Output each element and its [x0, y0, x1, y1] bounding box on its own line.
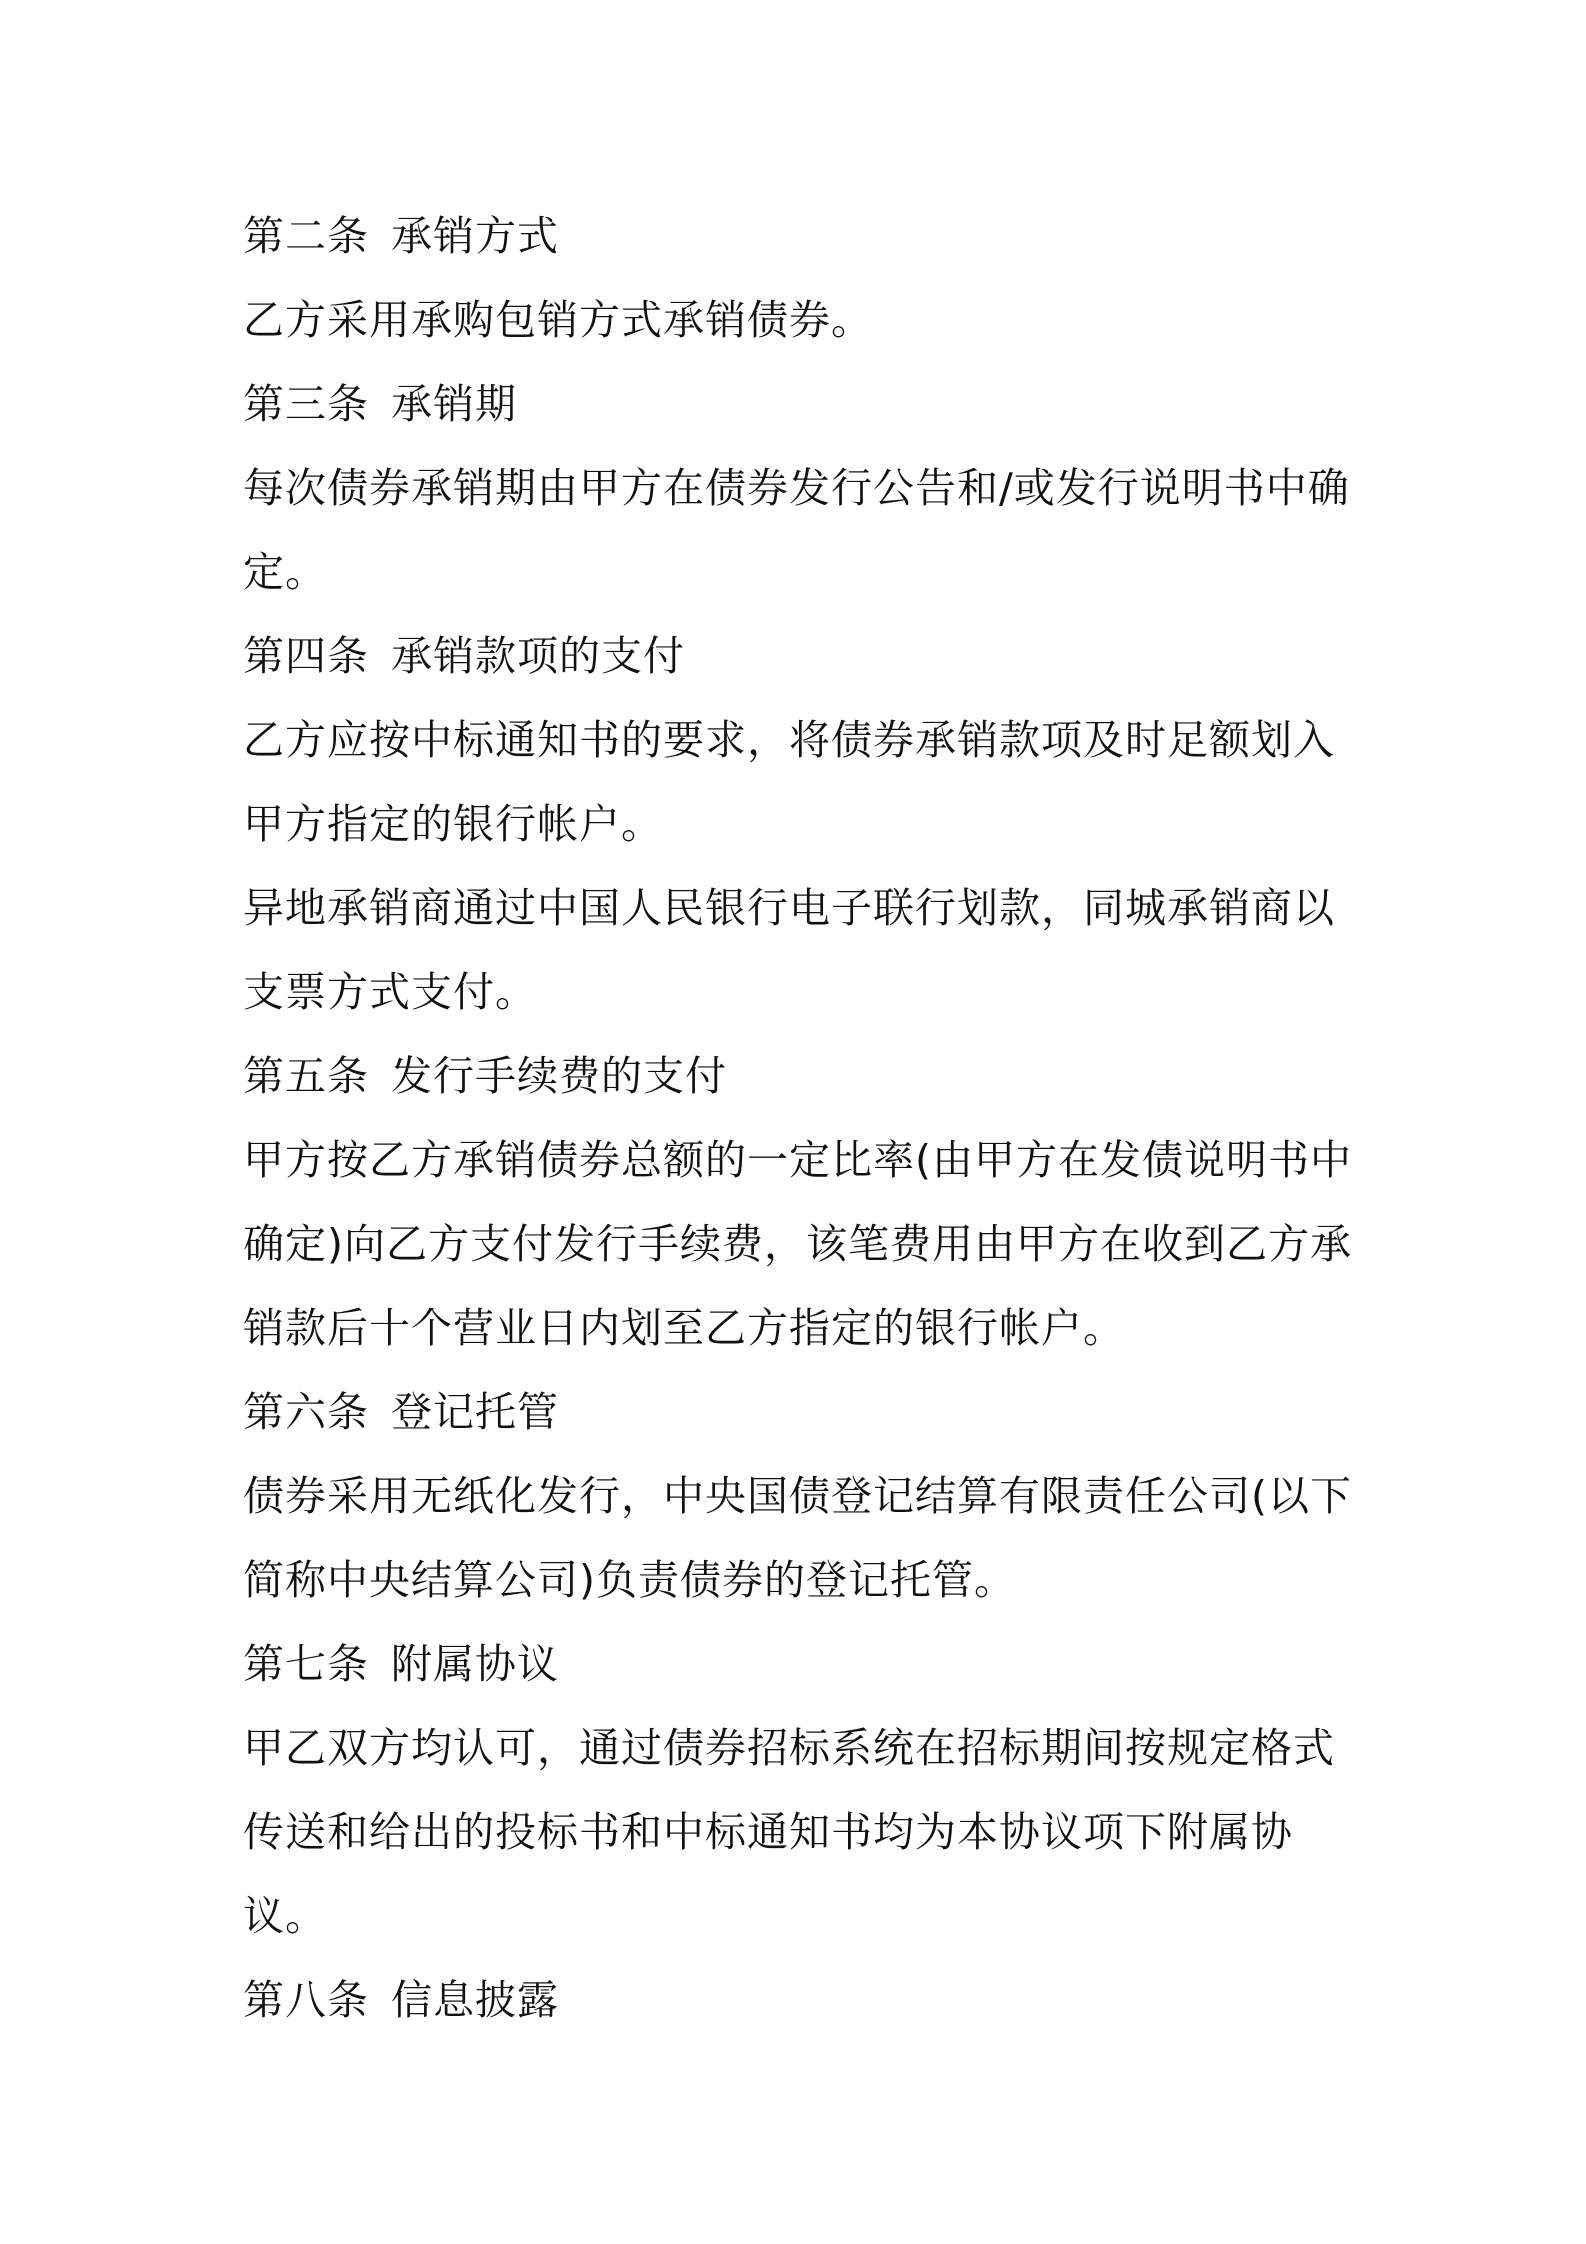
article-title: 承销期	[391, 380, 517, 428]
article-title: 承销方式	[391, 212, 559, 260]
article-heading	[243, 1034, 1358, 1118]
article-number: 第四条	[243, 632, 369, 680]
article-paragraph: 乙方应按中标通知书的要求，将债券承销款项及时足额划入甲方指定的银行帐户。	[243, 716, 1335, 848]
article-title: 附属协议	[391, 1640, 559, 1688]
article-paragraph: 债券采用无纸化发行，中央国债登记结算有限责任公司(以下简称中央结算公司)负责债券的登记托管。	[243, 1472, 1352, 1604]
article-paragraph: 异地承销商通过中国人民银行电子联行划款，同城承销商以支票方式支付。	[243, 884, 1335, 1016]
article-paragraph: 乙方采用承购包销方式承销债券。	[243, 296, 873, 344]
article-number: 第八条	[243, 1976, 369, 2024]
article-4	[243, 614, 1358, 1034]
article-title: 登记托管	[391, 1388, 559, 1436]
article-title: 发行手续费的支付	[391, 1052, 727, 1100]
article-number: 第五条	[243, 1052, 369, 1100]
article-8	[243, 1958, 1358, 2042]
article-number: 第二条	[243, 212, 369, 260]
article-title: 信息披露	[391, 1976, 559, 2024]
article-3	[243, 362, 1358, 614]
article-6	[243, 1370, 1358, 1622]
article-7	[243, 1622, 1358, 1958]
article-title: 承销款项的支付	[391, 632, 685, 680]
article-paragraph: 每次债券承销期由甲方在债券发行公告和/或发行说明书中确定。	[243, 464, 1350, 596]
article-heading	[243, 362, 1358, 446]
article-2	[243, 194, 1358, 362]
article-paragraph: 甲方按乙方承销债券总额的一定比率(由甲方在发债说明书中确定)向乙方支付发行手续费，该笔费用由甲方在收到乙方承销款后十个营业日内划至乙方指定的银行帐户。	[243, 1136, 1352, 1352]
article-5	[243, 1034, 1358, 1370]
article-number: 第七条	[243, 1640, 369, 1688]
article-heading	[243, 614, 1358, 698]
article-heading	[243, 1958, 1358, 2042]
document-body	[243, 194, 1358, 2042]
article-number: 第六条	[243, 1388, 369, 1436]
article-heading	[243, 194, 1358, 278]
article-heading	[243, 1622, 1358, 1706]
article-number: 第三条	[243, 380, 369, 428]
article-paragraph: 甲乙双方均认可，通过债券招标系统在招标期间按规定格式传送和给出的投标书和中标通知书均为本协议项下附属协议。	[243, 1724, 1335, 1940]
article-heading	[243, 1370, 1358, 1454]
